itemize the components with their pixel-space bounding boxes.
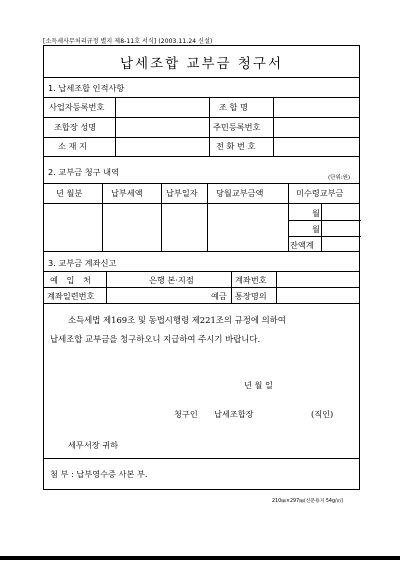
section2-heading: 2. 교부금 청구 내역 (48, 167, 119, 177)
label-union-name: 조 합 명 (219, 102, 248, 112)
claimant-label: 청구인 (174, 409, 198, 419)
date-line: 년 월 일 (244, 380, 273, 390)
col-tax-paid: 납부세액 (111, 188, 143, 198)
attachment-note: 첨 부 : 납부영수증 사본 부. (50, 469, 148, 479)
label-month-1: 월 (312, 208, 320, 218)
unit-label: (단위:원) (328, 175, 351, 181)
label-deposit-type: 예금 (211, 291, 227, 301)
divider (44, 156, 359, 157)
label-account-name: 통장명의 (235, 291, 267, 301)
label-resident-no: 주민등록번호 (213, 122, 261, 132)
request-statement (50, 311, 355, 349)
label-deposit-place: 예 입 처 (50, 275, 94, 285)
addressee: 세무서장 귀하 (68, 440, 119, 450)
divider (44, 458, 359, 459)
label-phone: 전 화 번 호 (216, 141, 256, 151)
divider (44, 203, 359, 204)
divider (44, 271, 359, 272)
col-unreceived: 미수령교부금 (296, 188, 344, 198)
label-biz-reg-no: 사업자등록번호 (49, 102, 105, 112)
label-account-type-no: 계좌일련번호 (47, 291, 95, 301)
section3-heading: 3. 교부금 계좌신고 (48, 258, 117, 268)
divider (44, 303, 359, 304)
statement-line-2: 납세조합 교부금을 청구하오니 지급하여 주시기 바랍니다. (50, 334, 261, 344)
label-month-2: 월 (312, 224, 320, 234)
divider (44, 97, 359, 98)
divider (44, 287, 359, 288)
divider (44, 77, 359, 78)
paper-spec: 210㎜×297㎜(신문용지 54g/㎡) (272, 499, 344, 504)
col-pay-date: 납부일자 (166, 188, 198, 198)
divider (44, 251, 359, 252)
statement-line-1: 소득세법 제169조 및 동법시행령 제221조의 규정에 의하여 (68, 315, 286, 325)
label-bank-branch: 은행 본·지점 (149, 275, 194, 285)
scan-edge (0, 556, 400, 560)
col-grant-month: 당월교부금액 (216, 188, 264, 198)
section1-heading: 1. 납세조합 인적사항 (48, 83, 125, 93)
label-address: 소 재 지 (58, 141, 87, 151)
claim-form (43, 45, 360, 490)
label-head-name: 조합장 성명 (54, 122, 97, 132)
label-balance: 잔액계 (290, 240, 314, 250)
divider (44, 117, 359, 118)
form-header-reference: [소득세사무처리규정 별지 제8-11호 서식] (2003.11.24 신설) (43, 38, 213, 45)
divider (44, 137, 359, 138)
claimant-title: 납세조합장 (214, 409, 254, 419)
col-year-month: 년 월분 (56, 188, 83, 198)
claimant-seal: (직인) (311, 409, 334, 419)
divider (44, 183, 359, 184)
form-title: 납세조합 교부금 청구서 (120, 56, 283, 72)
label-account-no: 계좌번호 (235, 275, 267, 285)
